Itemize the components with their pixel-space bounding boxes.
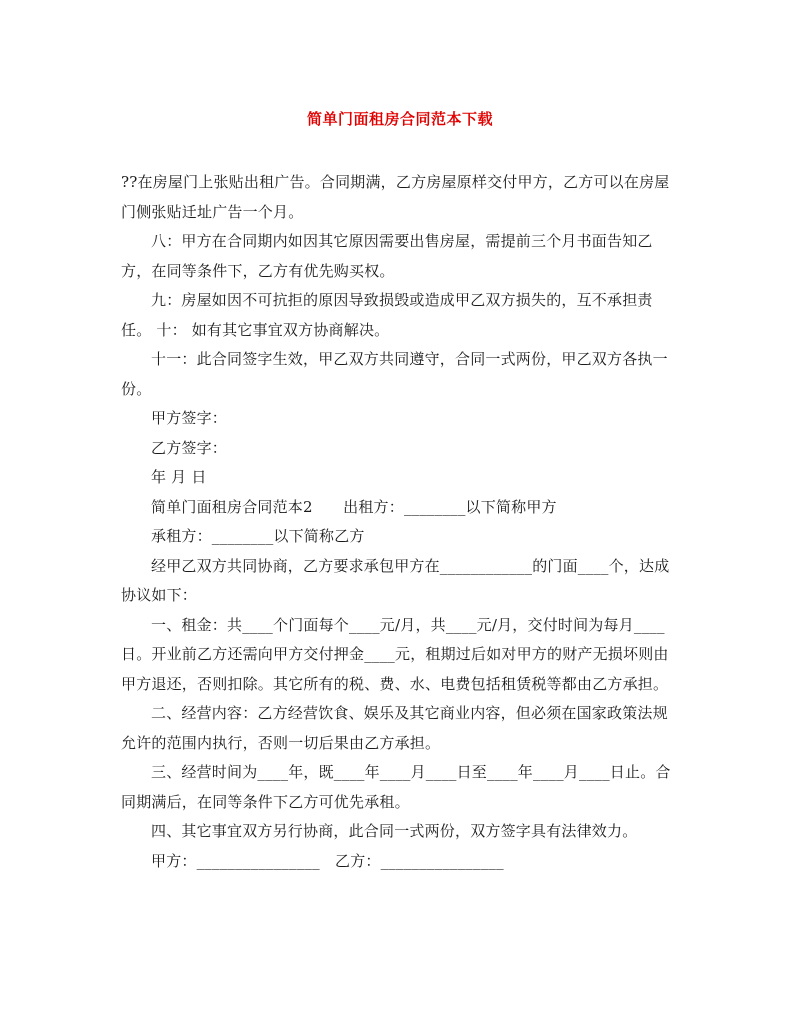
- paragraph-agreement-intro: 经甲乙双方共同协商，乙方要求承包甲方在____________的门面____个，达成协议如下：: [121, 556, 670, 604]
- paragraph-continuation: ??在房屋门上张贴出租广告。合同期满，乙方房屋原样交付甲方，乙方可以在房屋门侧张贴迁址广告一个月。: [121, 173, 670, 221]
- party-a-signature-line: 甲方签字：: [151, 409, 228, 427]
- paragraph-rent: 一、租金：共____个门面每个____元/月，共____元/月，交付时间为每月____日。开业前乙方还需向甲方交付押金____元，租期过后如对甲方的财产无损坏则由甲方退还，否则扣除。其它所有的税、费、水、电费包括租赁税等都由乙方承担。: [121, 615, 669, 693]
- paragraph-clause-9-10: 九：房屋如因不可抗拒的原因导致损毁或造成甲乙双方损失的，互不承担责任。 十： 如有其它事宜双方协商解决。: [121, 291, 653, 339]
- paragraph-business-period: 三、经营时间为____年，既____年____月____日至____年____月____日止。合同期满后，在同等条件下乙方可优先承租。: [121, 763, 671, 811]
- template-2-lessor-line: 简单门面租房合同范本2 出租方：________以下简称甲方: [151, 497, 557, 516]
- party-b-signature-line: 乙方签字：: [151, 438, 228, 457]
- paragraph-business-content: 二、经营内容：乙方经营饮食、娱乐及其它商业内容，但必须在国家政策法规允许的范围内执行，否则一切后果由乙方承担。: [121, 704, 668, 752]
- paragraph-other-matters: 四、其它事宜双方另行协商，此合同一式两份，双方签字具有法律效力。: [151, 822, 638, 840]
- signature-fields-line: 甲方：________________ 乙方：________________: [151, 851, 504, 870]
- lessee-line: 承租方：________以下简称乙方: [151, 527, 365, 545]
- document-body: [121, 168, 681, 876]
- paragraph-clause-11: 十一：此合同签字生效，甲乙双方共同遵守，合同一式两份，甲乙双方各执一份。: [121, 350, 668, 398]
- paragraph-clause-8: 八：甲方在合同期内如因其它原因需要出售房屋，需提前三个月书面告知乙方，在同等条件下，乙方有优先购买权。: [121, 232, 653, 280]
- document-title: 简单门面租房合同范本下载: [306, 110, 493, 128]
- date-line: 年 月 日: [151, 468, 207, 486]
